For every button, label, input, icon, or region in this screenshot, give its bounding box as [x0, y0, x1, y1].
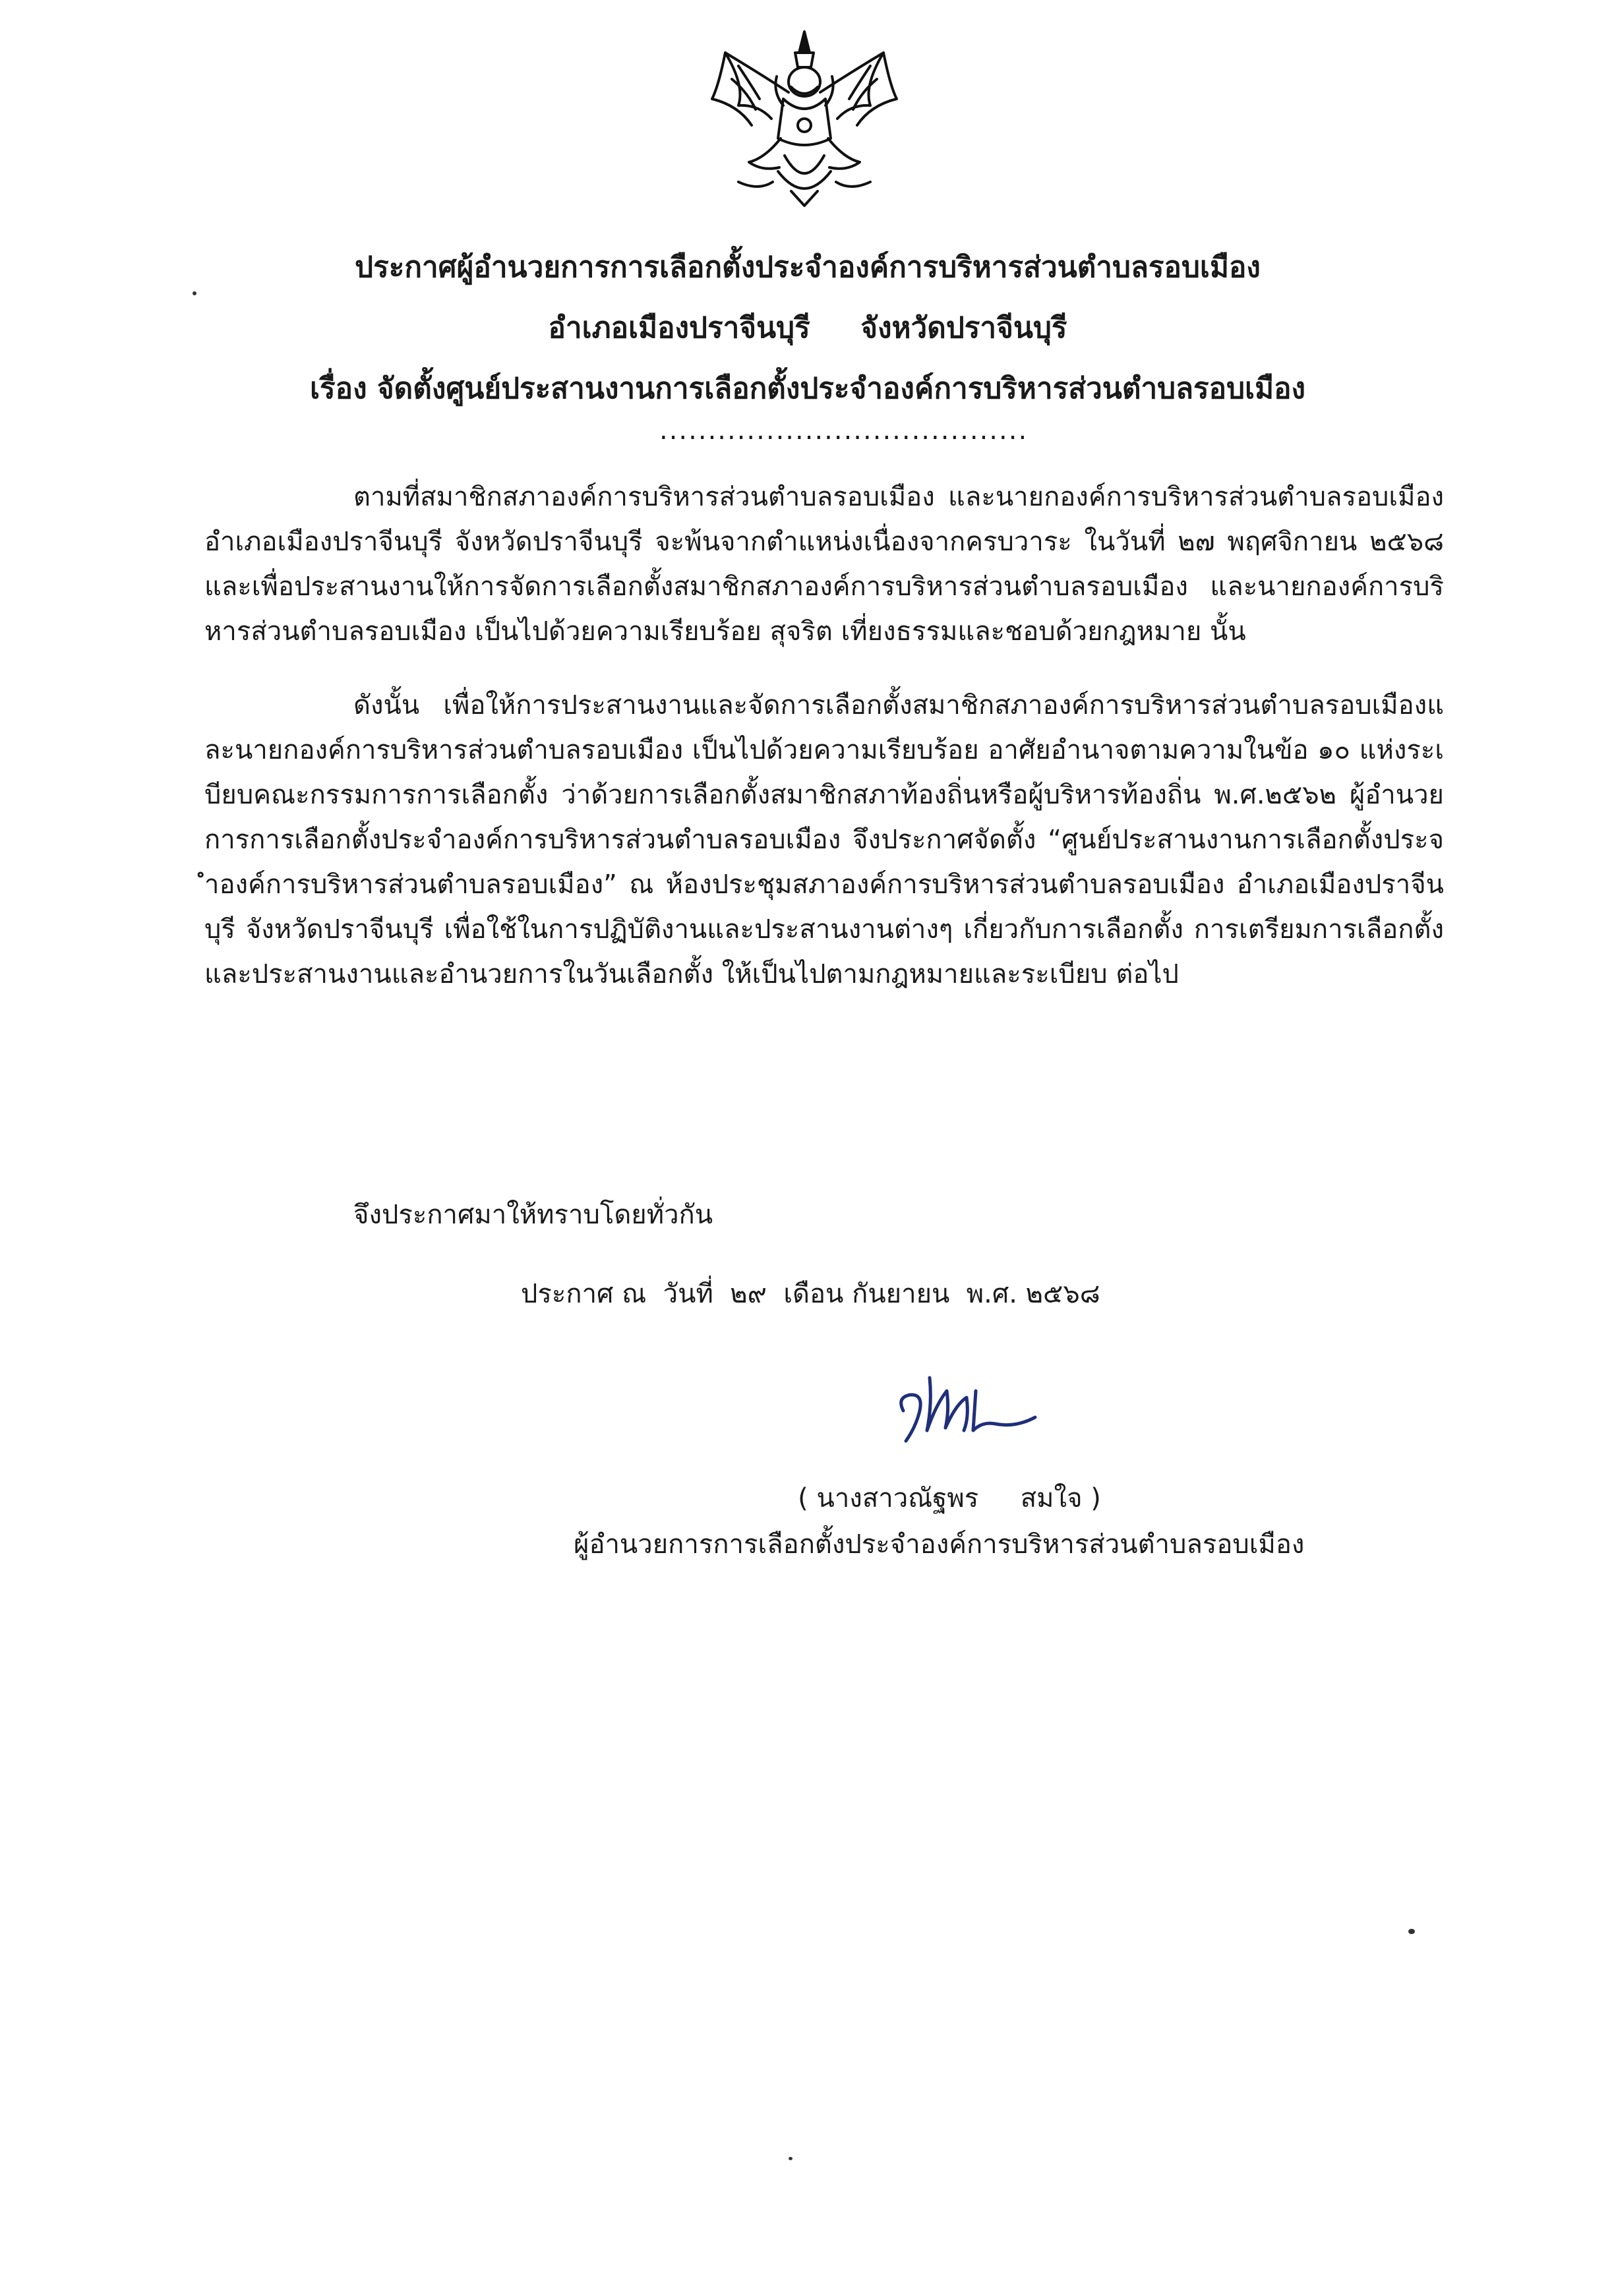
handwritten-signature	[883, 1365, 1081, 1457]
body-paragraph-2: ดังนั้น เพื่อให้การประสานงานและจัดการเลือกตั้งสมาชิกสภาองค์การบริหารส่วนตำบลรอบเมืองและนายกองค์การบริหารส่วนตำบลรอบเมือง เป็นไปด้วยความเรียบร้อย อาศัยอำนาจตามความในข้อ ๑๐ แห่งระเบียบคณะกรรมการการเลือกตั้ง ว่าด้วยการเลือกตั้งสมาชิกสภาท้องถิ่นหรือผู้บริหารท้องถิ่น พ.ศ.๒๕๖๒ ผู้อำนวยการการเลือกตั้งประจำองค์การบริหารส่วนตำบลรอบเมือง จึงประกาศจัดตั้ง “ศูนย์ประสานงานการเลือกตั้งประจำองค์การบริหารส่วนตำบลรอบเมือง” ณ ห้องประชุมสภาองค์การบริหารส่วนตำบลรอบเมือง อำเภอเมืองปราจีนบุรี จังหวัดปราจีนบุรี เพื่อใช้ในการปฏิบัติงานและประสานงานต่างๆ เกี่ยวกับการเลือกตั้ง การเตรียมการเลือกตั้ง และประสานงานและอำนวยการในวันเลือกตั้ง ให้เป็นไปตามกฎหมายและระเบียบ ต่อไป	[204, 690, 1444, 989]
closing-statement: จึงประกาศมาให้ทราบโดยทั่วกัน	[353, 1200, 713, 1230]
header-subject: เรื่อง จัดตั้งศูนย์ประสานงานการเลือกตั้งประจำองค์การบริหารส่วนตำบลรอบเมือง	[310, 372, 1305, 405]
header-separator: ......................................	[659, 415, 1029, 446]
scan-speck	[789, 2157, 792, 2160]
body-paragraph-1: ตามที่สมาชิกสภาองค์การบริหารส่วนตำบลรอบเมือง และนายกองค์การบริหารส่วนตำบลรอบเมือง อำเภอเมืองปราจีนบุรี จังหวัดปราจีนบุรี จะพ้นจากตำแหน่งเนื่องจากครบวาระ ในวันที่ ๒๗ พฤศจิกายน ๒๕๖๘ และเพื่อประสานงานให้การจัดการเลือกตั้งสมาชิกสภาองค์การบริหารส่วนตำบลรอบเมือง และนายกองค์การบริหารส่วนตำบลรอบเมือง เป็นไปด้วยความเรียบร้อย สุจริต เที่ยงธรรมและชอบด้วยกฎหมาย นั้น	[204, 482, 1444, 647]
scan-speck	[1408, 1929, 1415, 1934]
announcement-date: ประกาศ ณ วันที่ ๒๙ เดือน กันยายน พ.ศ. ๒๕๖๘	[521, 1279, 1100, 1309]
scan-speck	[193, 291, 196, 295]
signer-name: ( นางสาวณัฐพร สมใจ )	[798, 1483, 1101, 1514]
announcement-body	[204, 475, 1444, 1026]
announcement-header	[198, 237, 1418, 419]
header-title: ประกาศผู้อำนวยการการเลือกตั้งประจำองค์การบริหารส่วนตำบลรอบเมือง	[355, 250, 1261, 284]
signer-title: ผู้อำนวยการการเลือกตั้งประจำองค์การบริหารส่วนตำบลรอบเมือง	[574, 1529, 1305, 1560]
garuda-emblem-icon	[699, 26, 910, 211]
header-location: อำเภอเมืองปราจีนบุรี จังหวัดปราจีนบุรี	[548, 311, 1067, 345]
